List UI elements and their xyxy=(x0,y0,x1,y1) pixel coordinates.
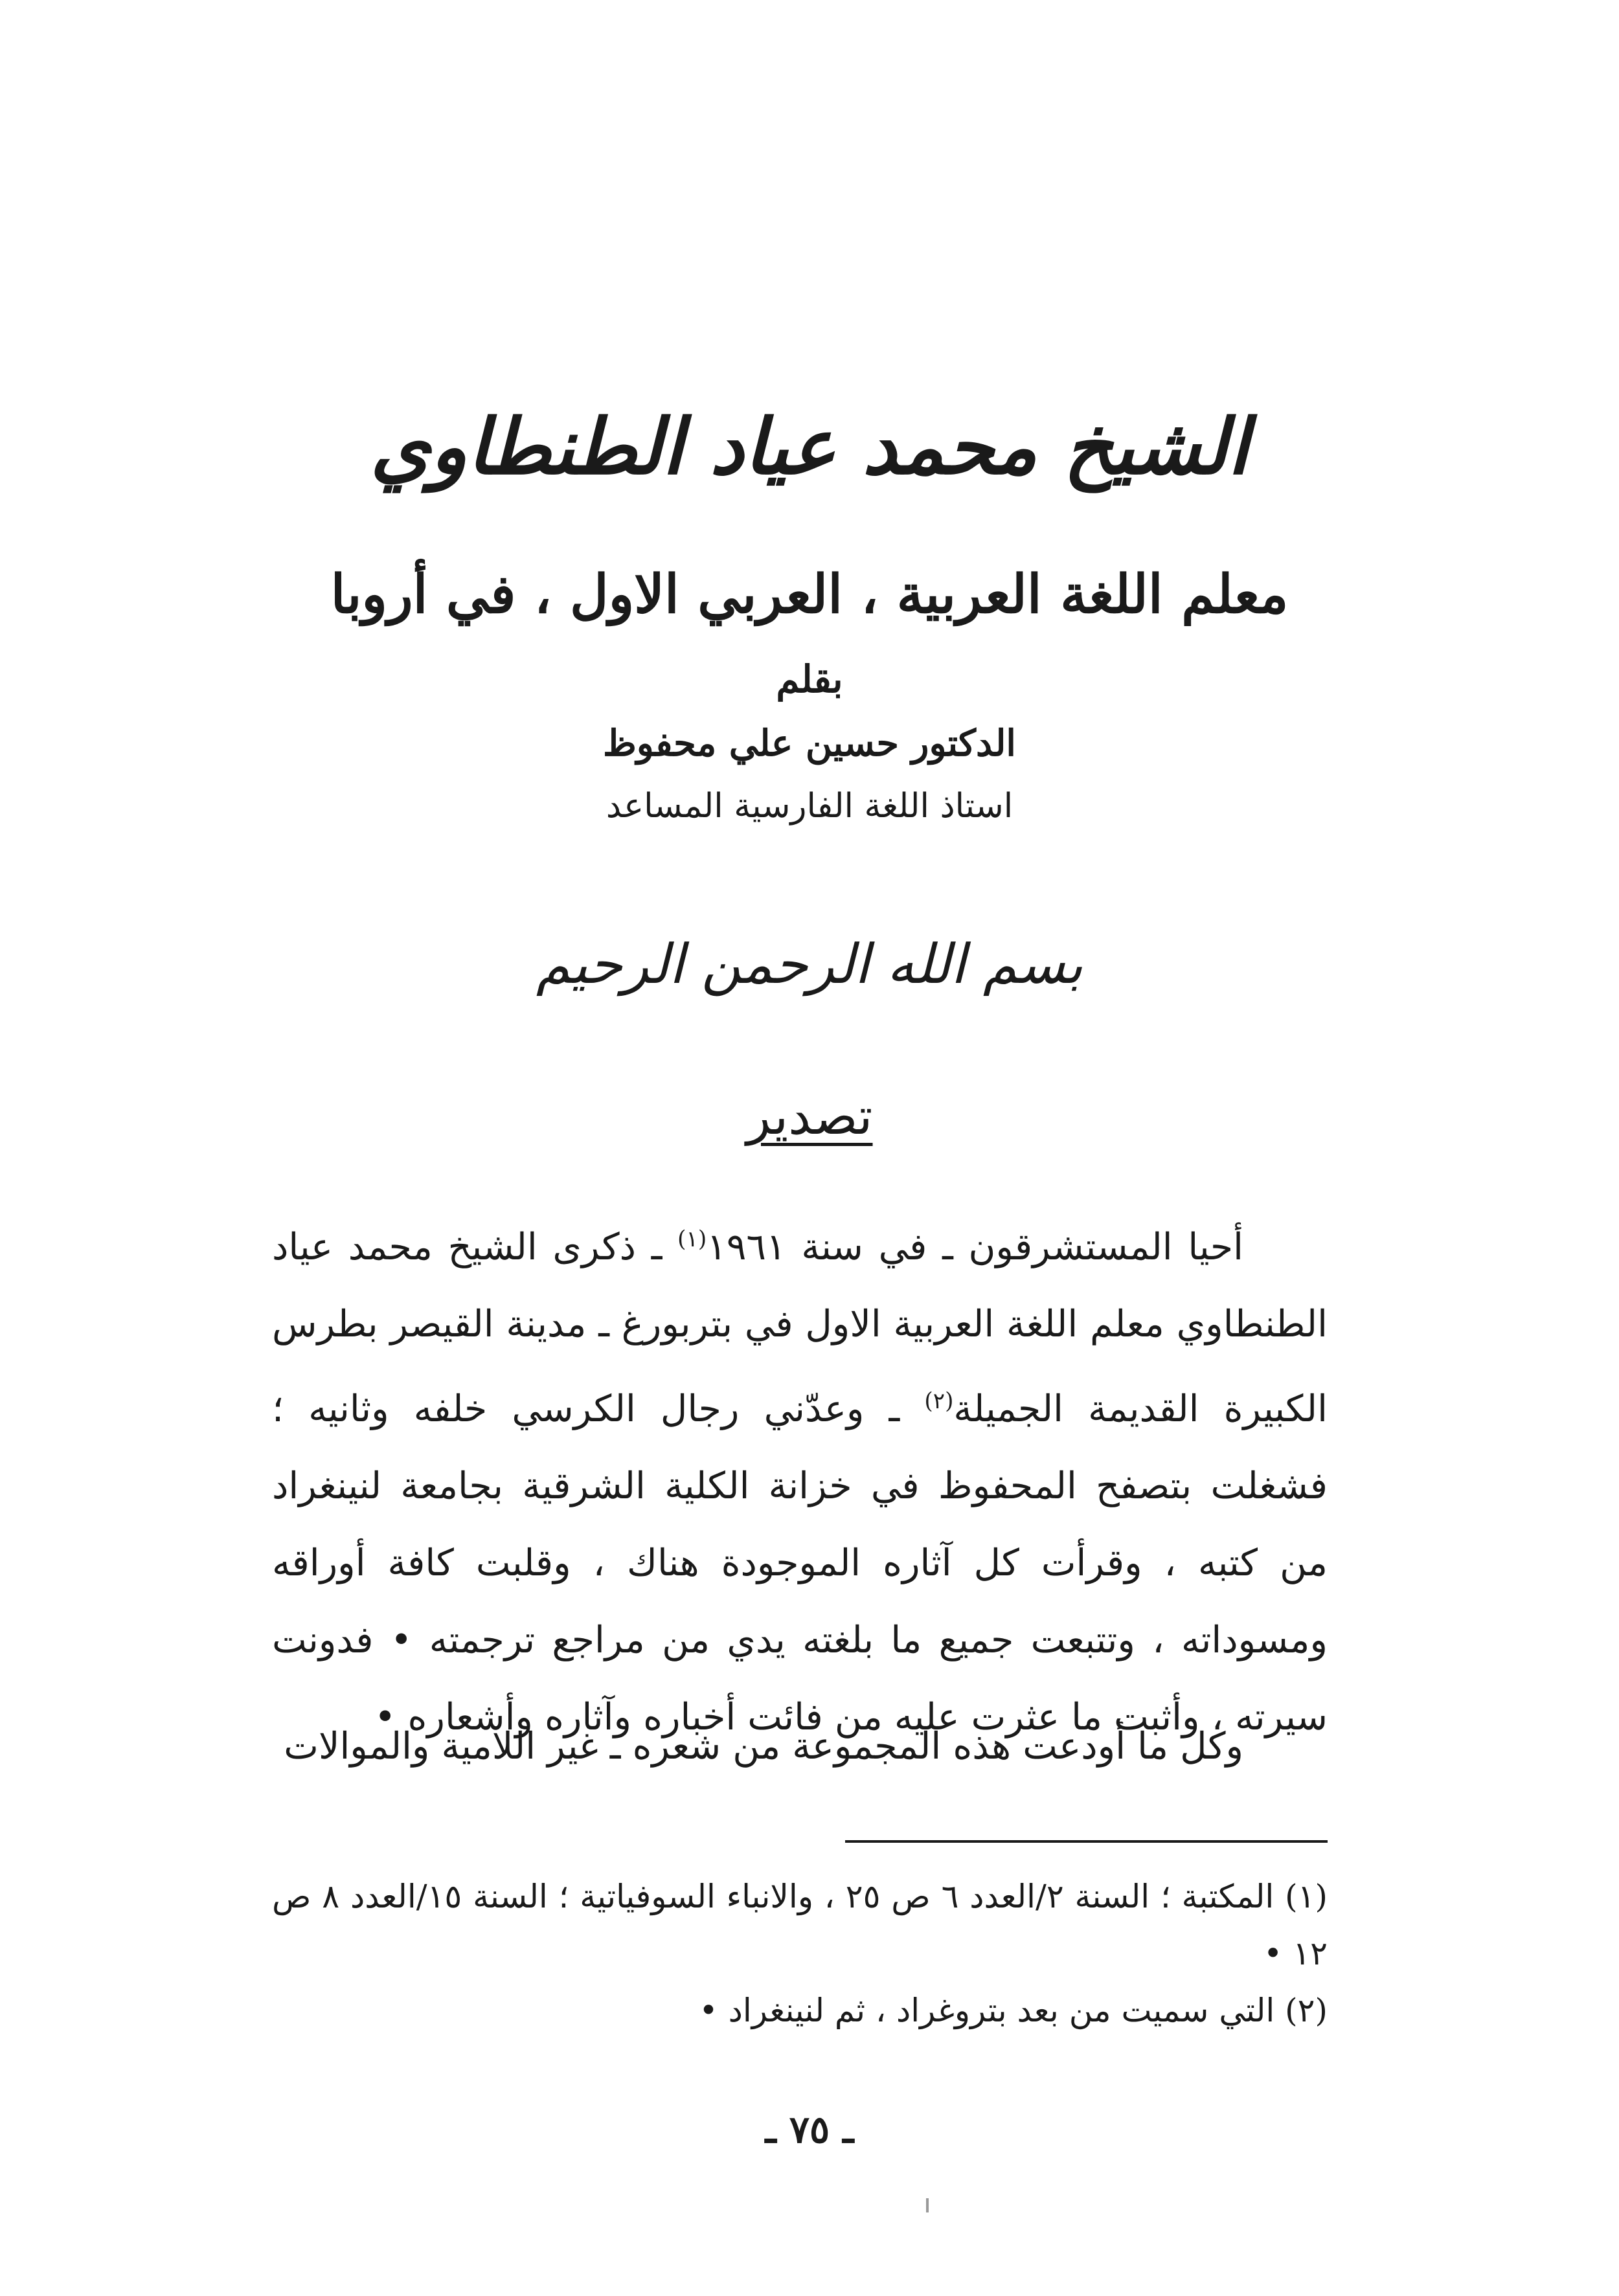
article-subtitle: معلم اللغة العربية ، العربي الاول ، في أروبا xyxy=(330,563,1289,625)
paragraph-1 xyxy=(272,1201,1328,1756)
section-title-text: تصدير xyxy=(746,1088,873,1146)
footnote-ref-2: (٢) xyxy=(924,1388,954,1414)
footnote-divider xyxy=(845,1840,1328,1843)
footnote-ref-1: (١) xyxy=(677,1226,707,1252)
paragraph-1-part-a: أحيا المستشرقون ـ في سنة ١٩٦١ xyxy=(707,1226,1243,1268)
paragraph-2: وكل ما أودعت هذه المجموعة من شعره ـ غير اللامية والموالات xyxy=(284,1725,1243,1768)
byline-label: بقلم xyxy=(776,657,843,701)
scan-mark xyxy=(926,2198,929,2212)
footnotes xyxy=(272,1868,1328,2039)
page-number: ـ ٧٥ ـ xyxy=(765,2108,854,2152)
paragraph-1-part-b: ـ ذكرى الشيخ محمد عياد الطنطاوي معلم اللغة العربية الاول في بتربورغ ـ مدينة القيصر بطرس الكبيرة القديمة الجميلة xyxy=(272,1226,1328,1430)
basmala-calligraphy: بسم الله الرحمن الرحيم xyxy=(536,932,1083,996)
article-title: الشيخ محمد عياد الطنطاوي xyxy=(370,401,1249,491)
footnote-1: (١) المكتبة ؛ السنة ٢/العدد ٦ ص ٢٥ ، والانباء السوفياتية ؛ السنة ١٥/العدد ٨ ص ١٢ • xyxy=(272,1878,1328,1972)
author-position: استاذ اللغة الفارسية المساعد xyxy=(606,787,1013,826)
footnote-2: (٢) التي سميت من بعد بتروغراد ، ثم لنينغراد • xyxy=(699,1992,1328,2029)
paragraph-1-part-c: ـ وعدّني رجال الكرسي خلفه وثانيه ؛ فشغلت بتصفح المحفوظ في خزانة الكلية الشرقية بجامعة لنينغراد من كتبه ، وقرأت كل آثاره الموجودة هناك ، وقلبت كافة أوراقه ومسوداته ، وتتبعت جميع ما بلغته يدي من مراجع ترجمته • فدونت سيرته ، وأثبت ما عثرت عليه من فائت أخباره وآثاره وأشعاره • xyxy=(272,1388,1328,1739)
author-name: الدكتور حسين علي محفوظ xyxy=(603,722,1016,765)
section-title xyxy=(0,1088,1619,1146)
